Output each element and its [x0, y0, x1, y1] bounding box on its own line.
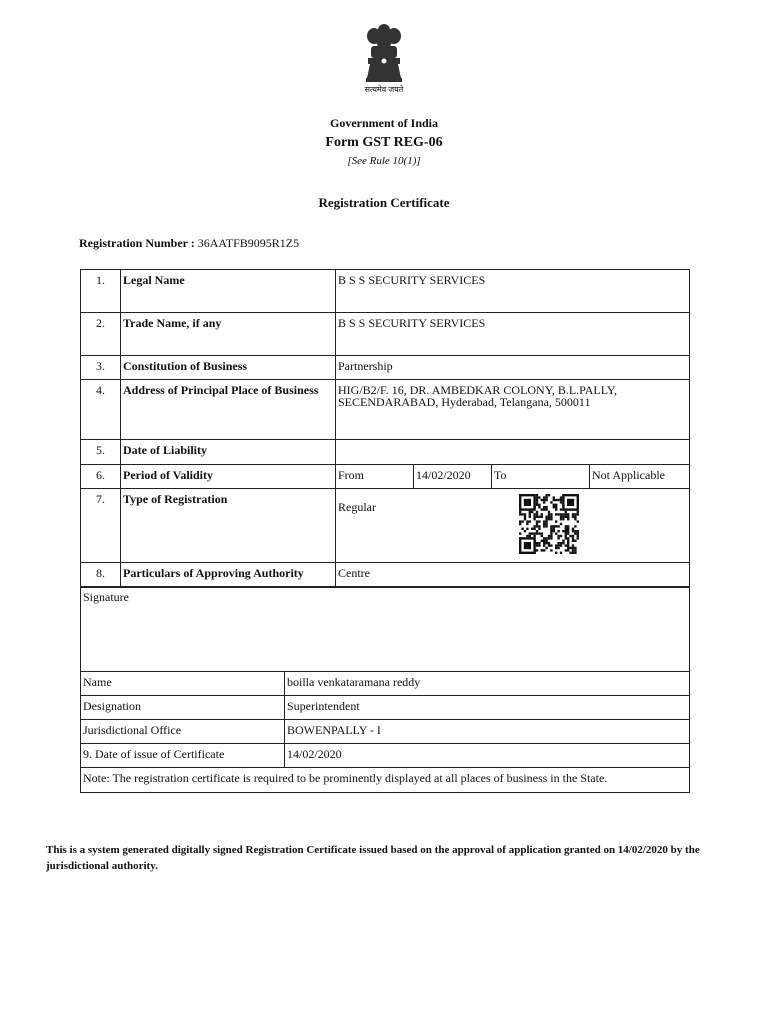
row-number: 2.	[81, 313, 121, 356]
table-row	[81, 672, 690, 696]
table-row	[81, 563, 690, 588]
table-row	[81, 356, 690, 380]
table-row	[81, 440, 690, 465]
registration-details-table	[80, 269, 690, 588]
address-value: HIG/B2/F. 16, DR. AMBEDKAR COLONY, B.L.PALLY, SECENDARABAD, Hyderabad, Telangana, 500011	[336, 380, 690, 440]
jurisdictional-office-value: BOWENPALLY - I	[285, 720, 690, 744]
table-row	[81, 270, 690, 313]
date-of-liability-label: Date of Liability	[121, 440, 336, 465]
constitution-value: Partnership	[336, 356, 690, 380]
trade-name-value: B S S SECURITY SERVICES	[336, 313, 690, 356]
table-row	[81, 720, 690, 744]
table-row	[81, 696, 690, 720]
table-row	[81, 380, 690, 440]
emblem-motto: सत्यमेव जयते	[364, 85, 404, 94]
signatory-name-value: boilla venkataramana reddy	[285, 672, 690, 696]
designation-label: Designation	[81, 696, 285, 720]
issue-date-label: 9. Date of issue of Certificate	[81, 744, 285, 768]
certificate-title: Registration Certificate	[318, 195, 450, 210]
registration-number-value: 36AATFB9095R1Z5	[197, 236, 300, 250]
signature-table	[80, 586, 690, 793]
form-title: Form GST REG-06	[325, 135, 443, 150]
row-number: 8.	[81, 563, 121, 588]
registration-type-value: Regular	[338, 500, 376, 514]
table-row	[81, 768, 690, 793]
date-of-liability-value	[336, 440, 690, 465]
legal-name-value: B S S SECURITY SERVICES	[336, 270, 690, 313]
rule-reference: [See Rule 10(1)]	[347, 155, 421, 167]
validity-to-label: To	[492, 465, 590, 489]
constitution-label: Constitution of Business	[121, 356, 336, 380]
table-row	[81, 587, 690, 672]
legal-name-label: Legal Name	[121, 270, 336, 313]
table-row	[81, 744, 690, 768]
validity-from-label: From	[336, 465, 414, 489]
validity-from-value: 14/02/2020	[414, 465, 492, 489]
row-number: 1.	[81, 270, 121, 313]
approving-authority-label: Particulars of Approving Authority	[121, 563, 336, 588]
address-label: Address of Principal Place of Business	[121, 380, 336, 440]
row-number: 3.	[81, 356, 121, 380]
table-row	[81, 489, 690, 563]
row-number: 6.	[81, 465, 121, 489]
registration-type-cell	[336, 489, 690, 563]
government-heading: Government of India	[330, 116, 438, 130]
table-row	[81, 465, 690, 489]
designation-value: Superintendent	[285, 696, 690, 720]
row-number: 7.	[81, 489, 121, 563]
row-number: 4.	[81, 380, 121, 440]
jurisdictional-office-label: Jurisdictional Office	[81, 720, 285, 744]
table-row	[81, 313, 690, 356]
qr-code-icon	[516, 493, 582, 555]
issue-date-value: 14/02/2020	[285, 744, 690, 768]
row-number: 5.	[81, 440, 121, 465]
trade-name-label: Trade Name, if any	[121, 313, 336, 356]
footer-statement: This is a system generated digitally signed Registration Certificate issued based on the approval of application granted on 14/02/2020 by the jurisdictional authority.	[46, 844, 700, 872]
signatory-name-label: Name	[81, 672, 285, 696]
signature-label: Signature	[81, 587, 690, 672]
registration-number	[79, 236, 299, 251]
registration-number-label: Registration Number :	[79, 236, 195, 250]
validity-label: Period of Validity	[121, 465, 336, 489]
display-note: Note: The registration certificate is required to be prominently displayed at all places of business in the State.	[81, 768, 690, 793]
approving-authority-value: Centre	[336, 563, 690, 588]
validity-to-value: Not Applicable	[590, 465, 690, 489]
registration-type-label: Type of Registration	[121, 489, 336, 563]
